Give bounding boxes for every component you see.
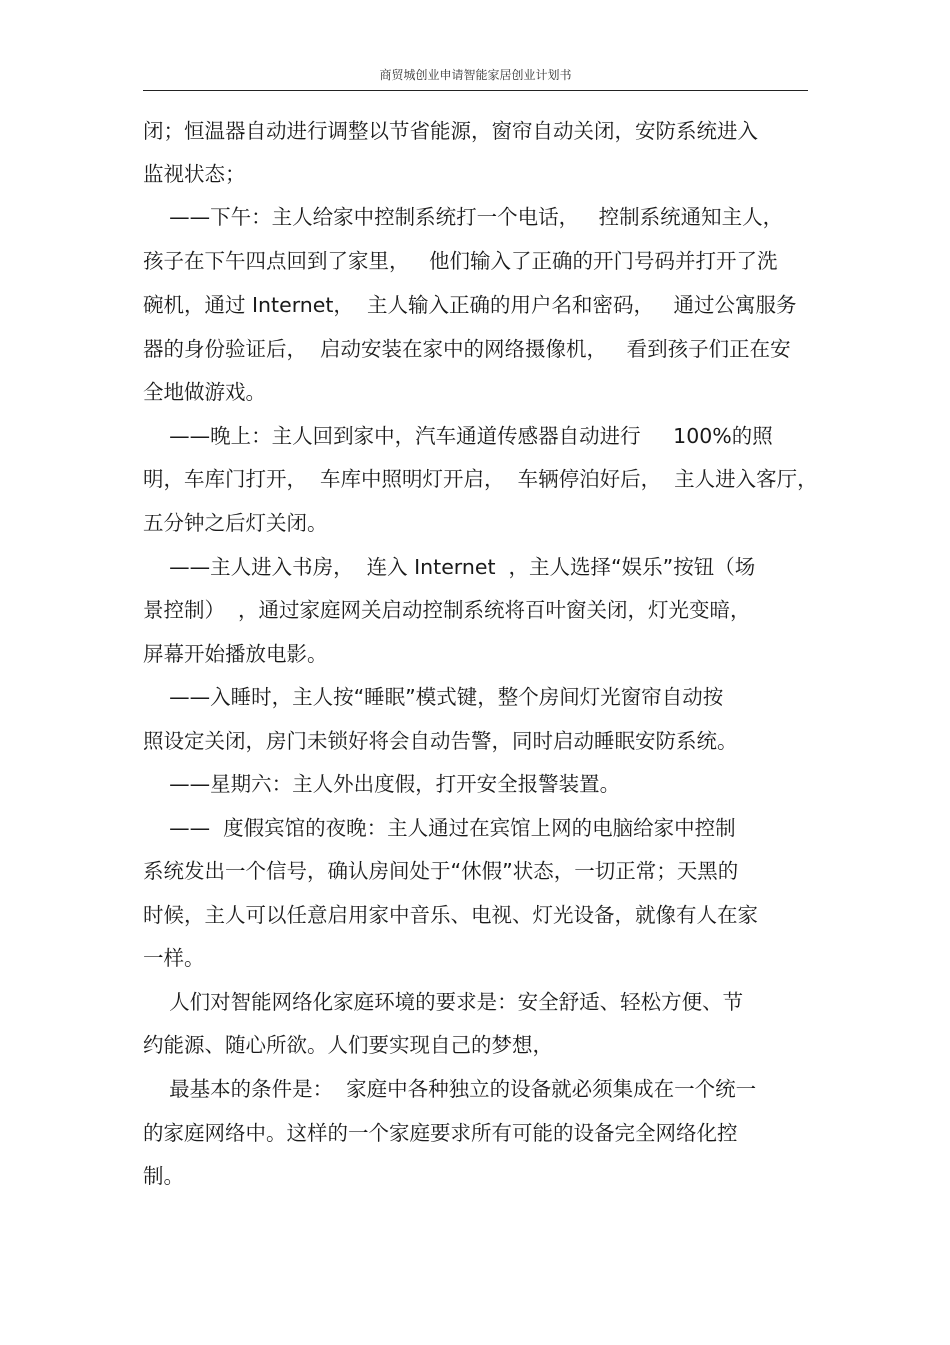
body-line: 器的身份验证后， 启动安装在家中的网络摄像机， 看到孩子们正在安 [143, 337, 791, 361]
body-line: 监视状态； [143, 162, 246, 186]
body-line: 明，车库门打开， 车库中照明灯开启， 车辆停泊好后， 主人进入客厅， [143, 467, 818, 491]
body-line: 照设定关闭，房门未锁好将会自动告警，同时启动睡眠安防系统。 [143, 729, 738, 753]
body-line: 人们对智能网络化家庭环境的要求是：安全舒适、轻松方便、节 [143, 990, 744, 1014]
body-line: 的家庭网络中。这样的一个家庭要求所有可能的设备完全网络化控 [143, 1121, 738, 1145]
body-line: 时候，主人可以任意启用家中音乐、电视、灯光设备，就像有人在家 [143, 903, 758, 927]
body-line: —— 度假宾馆的夜晚：主人通过在宾馆上网的电脑给家中控制 [143, 816, 736, 840]
body-line: ——晚上：主人回到家中，汽车通道传感器自动进行 100%的照 [143, 424, 773, 448]
body-line: 闭；恒温器自动进行调整以节省能源，窗帘自动关闭，安防系统进入 [143, 119, 758, 143]
page-header-title: 商贸城创业申请智能家居创业计划书 [379, 68, 572, 82]
body-line: 屏幕开始播放电影。 [143, 642, 328, 666]
body-line: 孩子在下午四点回到了家里， 他们输入了正确的开门号码并打开了洗 [143, 249, 778, 273]
header-divider [143, 90, 808, 91]
body-line: ——主人进入书房， 连入 Internet ，主人选择“娱乐”按钮（场 [143, 555, 756, 579]
body-line: 制。 [143, 1164, 184, 1188]
body-line: 全地做游戏。 [143, 380, 266, 404]
body-line: 最基本的条件是： 家庭中各种独立的设备就必须集成在一个统一 [143, 1077, 757, 1101]
body-line: 系统发出一个信号，确认房间处于“休假”状态，一切正常；天黑的 [143, 859, 739, 883]
body-line: 五分钟之后灯关闭。 [143, 511, 328, 535]
body-line: 一样。 [143, 946, 205, 970]
body-line: ——下午：主人给家中控制系统打一个电话， 控制系统通知主人， [143, 205, 784, 229]
body-line: 景控制） ，通过家庭网关启动控制系统将百叶窗关闭，灯光变暗， [143, 598, 751, 622]
body-line: 碗机，通过 Internet， 主人输入正确的用户名和密码， 通过公寓服务 [143, 293, 797, 317]
body-line: ——星期六：主人外出度假，打开安全报警装置。 [143, 772, 621, 796]
body-line: 约能源、随心所欲。人们要实现自己的梦想， [143, 1033, 553, 1057]
body-line: ——入睡时，主人按“睡眠”模式键，整个房间灯光窗帘自动按 [143, 685, 724, 709]
